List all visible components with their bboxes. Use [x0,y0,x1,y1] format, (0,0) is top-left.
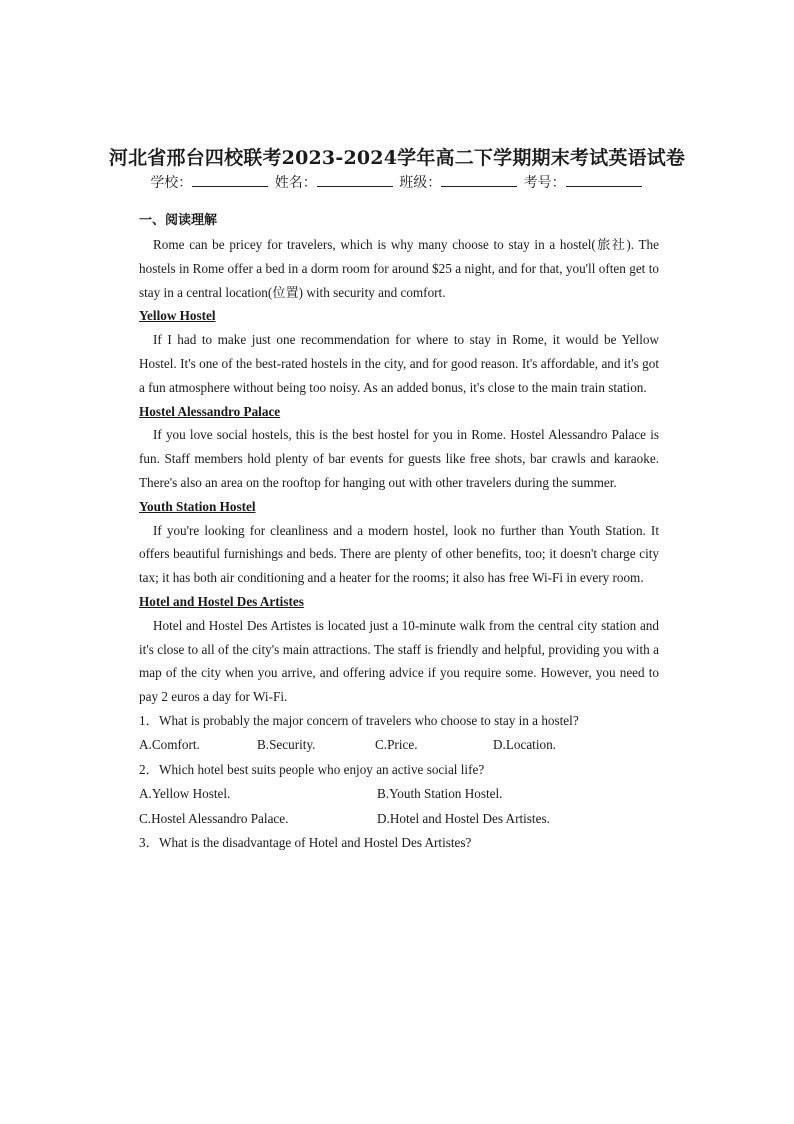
hostel-heading: Hotel and Hostel Des Artistes [139,593,304,609]
intro-paragraph: Rome can be pricey for travelers, which is why many choose to stay in a hostel(旅社). The hostels in Rome offer a bed in a dorm room for around $25 a night, and for that, you'll often get to stay in a central location(位置) with security and comfort. [139,237,659,300]
question-2-options-row2 [139,807,659,832]
question-number: 3． [139,835,159,851]
hostel-paragraph: Hotel and Hostel Des Artistes is located just a 10-minute walk from the central city station and it's close to all of the city's main attractions. The staff is friendly and helpful, providing you with a map of the city when you arrive, and offering advice if you require some. However, you need to pay 2 euros a day for Wi-Fi. [139,617,659,705]
question-number: 2． [139,761,159,777]
question-2-options-row1 [139,782,659,807]
question-1 [139,709,659,734]
hostel-heading: Youth Station Hostel [139,498,256,514]
exam-title: 河北省邢台四校联考2023-2024学年高二下学期期末考试英语试卷 [108,147,686,169]
class-blank[interactable] [441,174,517,187]
option-b[interactable]: B.Youth Station Hostel. [377,786,503,802]
option-d[interactable]: D.Location. [493,737,556,753]
option-a[interactable]: A.Comfort. [139,737,200,753]
name-label: 姓名： [274,175,317,191]
question-text: Which hotel best suits people who enjoy an active social life? [159,761,485,777]
section-heading: 一、阅读理解 [139,213,218,228]
school-label: 学校： [150,175,193,191]
option-b[interactable]: B.Security. [257,737,316,753]
option-c[interactable]: C.Hostel Alessandro Palace. [139,810,289,826]
number-label: 考号： [523,175,566,191]
name-blank[interactable] [317,174,393,187]
question-3 [139,831,659,856]
student-info-line [0,172,794,192]
hostel-paragraph: If I had to make just one recommendation for where to stay in Rome, it would be Yellow Hostel. It's one of the best-rated hostels in the city, and for good reason. It's affordable, and it's got a fun atmosphere without being too noisy. As an added bonus, it's close to the main train station. [139,332,659,395]
hostel-heading: Hostel Alessandro Palace [139,403,281,419]
reading-section [139,207,659,856]
hostel-paragraph: If you love social hostels, this is the best hostel for you in Rome. Hostel Alessandro Palace is fun. Staff members hold plenty of bar events for guests like free shots, bar crawls and karaoke. There's also an area on the rooftop for hanging out with other travelers during the summer. [139,427,659,490]
option-c[interactable]: C.Price. [375,737,418,753]
question-text: What is probably the major concern of travelers who choose to stay in a hostel? [159,712,579,728]
question-number: 1． [139,712,159,728]
question-2 [139,758,659,783]
question-text: What is the disadvantage of Hotel and Hostel Des Artistes? [159,835,472,851]
class-label: 班级： [399,175,442,191]
option-d[interactable]: D.Hotel and Hostel Des Artistes. [377,810,550,826]
number-blank[interactable] [566,174,642,187]
hostel-heading: Yellow Hostel [139,308,216,324]
option-a[interactable]: A.Yellow Hostel. [139,786,231,802]
hostel-paragraph: If you're looking for cleanliness and a modern hostel, look no further than Youth Station. It offers beautiful furnishings and beds. There are plenty of other benefits, too; it doesn't charge city tax; it has both air conditioning and a heater for the rooms; it also has free Wi-Fi in every room. [139,522,659,586]
question-1-options [139,733,659,758]
school-blank[interactable] [192,174,268,187]
